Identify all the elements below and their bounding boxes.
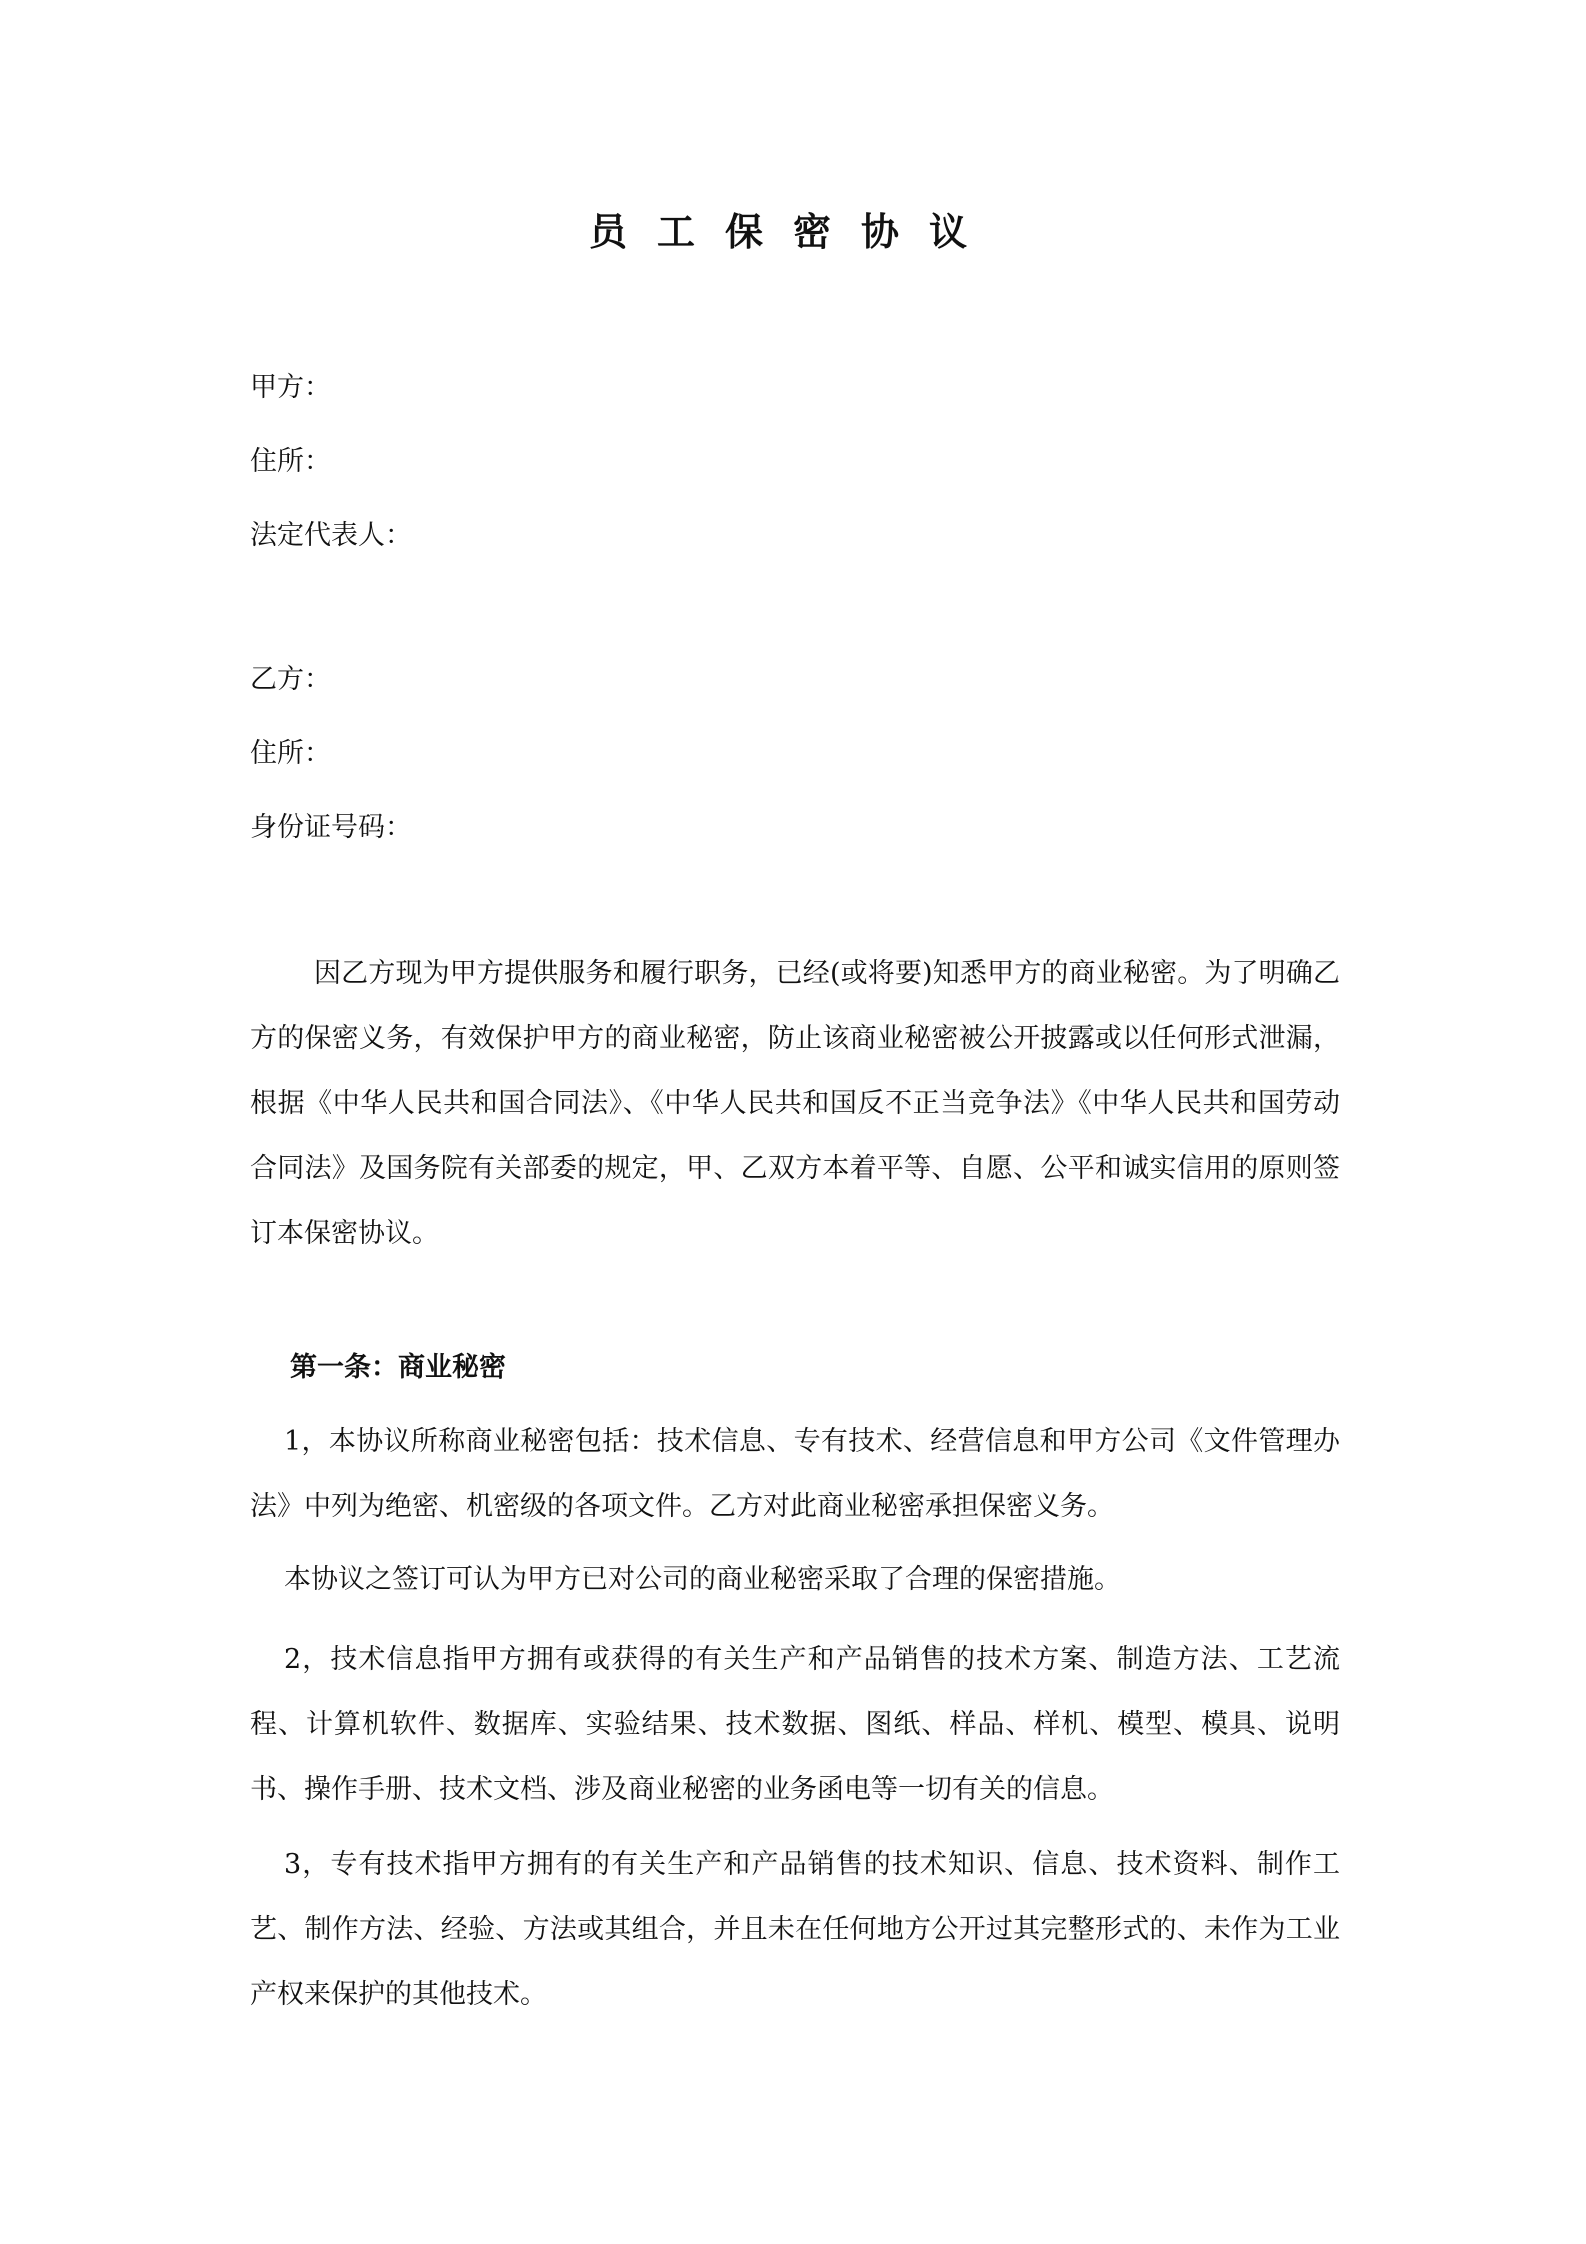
article1-clause1: 1，本协议所称商业秘密包括：技术信息、专有技术、经营信息和甲方公司《文件管理办法》中列为绝密、机密级的各项文件。乙方对此商业秘密承担保密义务。 <box>250 1426 1340 1522</box>
preamble-paragraph: 因乙方现为甲方提供服务和履行职务，已经(或将要)知悉甲方的商业秘密。为了明确乙方的保密义务，有效保护甲方的商业秘密，防止该商业秘密被公开披露或以任何形式泄漏，根据《中华人民共和国合同法》、《中华人民共和国反不正当竞争法》《中华人民共和国劳动合同法》及国务院有关部委的规定，甲、乙双方本着平等、自愿、公平和诚实信用的原则签订本保密协议。 <box>250 958 1340 1249</box>
article1-clause1-note: 本协议之签订可认为甲方已对公司的商业秘密采取了合理的保密措施。 <box>284 1564 1121 1595</box>
article1-heading: 第一条：商业秘密 <box>290 1352 506 1383</box>
party-a-address-label: 住所： <box>250 446 331 477</box>
party-a-legal-rep-label: 法定代表人： <box>250 520 412 551</box>
party-a-label: 甲方： <box>250 372 331 403</box>
party-b-address-label: 住所： <box>250 738 331 769</box>
party-b-label: 乙方： <box>250 664 331 695</box>
party-b-id-label: 身份证号码： <box>250 812 412 843</box>
article1-clause3: 3，专有技术指甲方拥有的有关生产和产品销售的技术知识、信息、技术资料、制作工艺、制作方法、经验、方法或其组合，并且未在任何地方公开过其完整形式的、未作为工业产权来保护的其他技术。 <box>250 1849 1340 2010</box>
article1-clause2: 2，技术信息指甲方拥有或获得的有关生产和产品销售的技术方案、制造方法、工艺流程、计算机软件、数据库、实验结果、技术数据、图纸、样品、样机、模型、模具、说明书、操作手册、技术文档、涉及商业秘密的业务函电等一切有关的信息。 <box>250 1644 1340 1805</box>
document-title: 员工保密协议 <box>588 209 997 254</box>
